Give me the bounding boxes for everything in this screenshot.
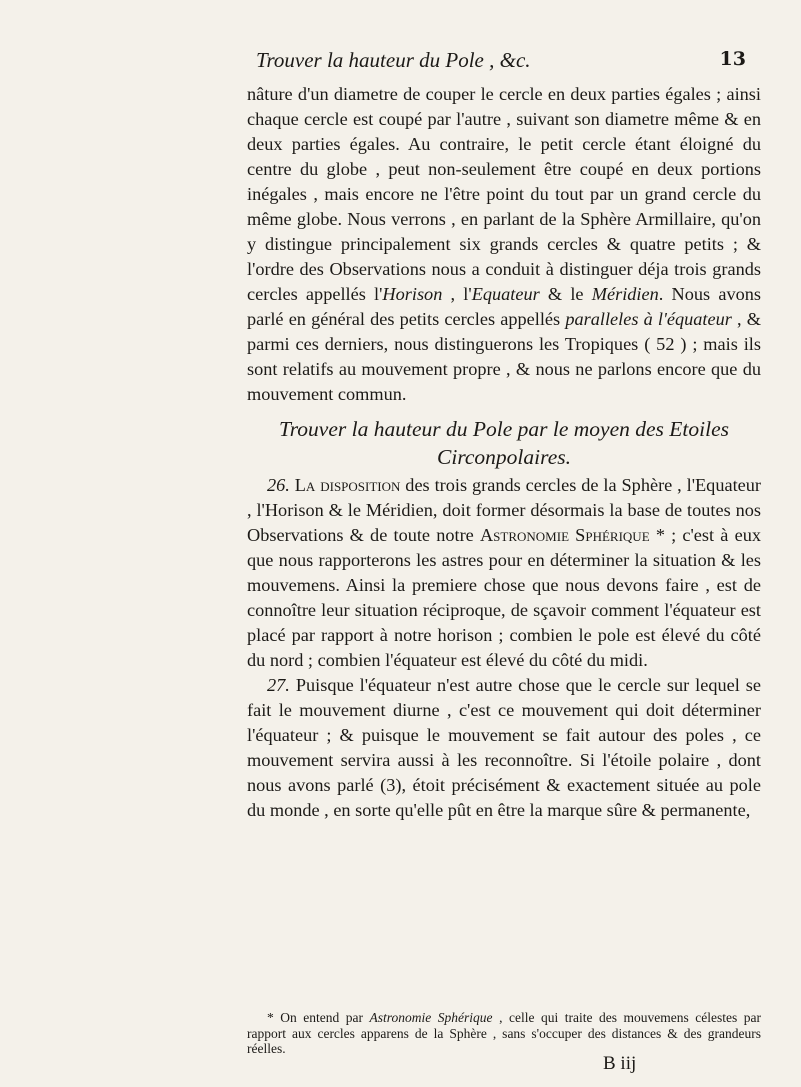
text-run: , & parmi ces derniers, nous distinguerons les Tropiques ( 52 ) ; mais ils sont relatifs au mouvement propre , & nous ne parlons encore que du mouvement commun.	[247, 309, 762, 404]
term-horizon: Horison	[382, 284, 443, 304]
signature-mark: B iij	[603, 1053, 637, 1074]
term-astronomie: Astronomie Sphérique	[479, 525, 650, 545]
paragraph-intro	[247, 82, 761, 407]
paragraph-number: 26.	[267, 475, 290, 495]
page-number: 13	[719, 48, 746, 70]
text-run: . Nous avons parlé en général des petits cercles appellés	[247, 284, 761, 329]
paragraph-26	[247, 473, 761, 673]
text-run: * ; c'est à eux que nous rapporterons les astres pour en déterminer la situation & les mouvemens. Ainsi la premiere chose que nous devons faire , est de connoître leur situation réciproque, de sçavoir comment l'équateur est placé par rapport à notre horison ; combien le pole est élevé du côté du nord ; combien l'équateur est élevé du côté du midi.	[247, 525, 761, 670]
body-text	[247, 82, 761, 823]
text-run: nâture d'un diametre de couper le cercle en deux parties égales ; ainsi chaque cercle est coupé par l'autre , suivant son diametre même & en deux parties égales. Au contraire, le petit cercle étant éloigné du centre du globe , peut non-seulement être coupé en deux portions inégales , mais encore ne l'être point du tout par un grand cercle du même globe. Nous verrons , en parlant de la Sphère Armillaire, qu'on y distingue principalement six grands cercles & quatre petits ; & l'ordre des Observations nous a conduit à distinguer déja trois grands cercles appellés l'	[247, 84, 761, 304]
footnote-text: , celle qui traite des mouvemens célestes par rapport aux cercles apparens de la Sphère , sans s'occuper des distances & des grandeurs réelles.	[247, 1010, 761, 1056]
term-meridien: Méridien	[591, 284, 659, 304]
text-run: Puisque l'équateur n'est autre chose que le cercle sur lequel se fait le mouvement diurne , c'est ce mouvement qui doit déterminer l'équateur ; & puisque le mouvement se fait autour des poles , ce mouvement servira aussi à les reconnoître. Si l'étoile polaire , dont nous avons parlé (3), étoit précisément & exactement située au pole du monde , en sorte qu'elle pût en être la marque sûre & permanente,	[247, 675, 761, 820]
footnote-term: Astronomie Sphérique	[369, 1010, 493, 1025]
running-head	[256, 44, 756, 76]
running-title: Trouver la hauteur du Pole , &c.	[256, 48, 531, 72]
section-heading: Trouver la hauteur du Pole par le moyen des Etoiles Circonpolaires.	[278, 417, 730, 469]
footnote	[247, 1010, 761, 1057]
footnote-lead: * On entend par	[267, 1010, 370, 1025]
paragraph-number: 27.	[267, 675, 290, 695]
lead-words: La disposition	[294, 475, 401, 495]
text-run: des trois grands cercles de la Sphère , l'Equateur , l'Horison & le Méridien, doit former désormais la base de toutes nos Observations & de toute notre	[247, 475, 762, 545]
term-paralleles: paralleles à l'équateur	[565, 309, 732, 329]
text-run: & le	[539, 284, 592, 304]
text-run: , l'	[442, 284, 472, 304]
paragraph-27	[247, 673, 761, 823]
term-equateur: Equateur	[471, 284, 540, 304]
